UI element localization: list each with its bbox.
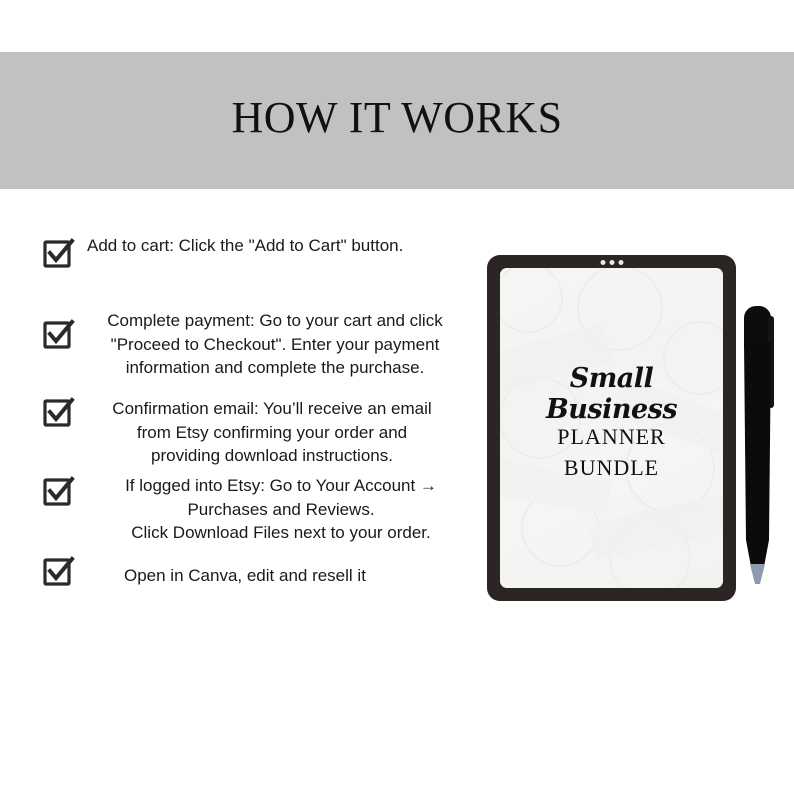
page-title: HOW IT WORKS (231, 93, 563, 142)
cover-title-line-1: PLANNER (557, 424, 666, 449)
cover-title-line-2: BUNDLE (563, 455, 660, 480)
checkbox-checked-icon (43, 237, 73, 267)
step-4-text: If logged into Etsy: Go to Your Account → Purchases and Reviews. Click Download Files next to your order. (125, 476, 437, 542)
step-2-text: Complete payment: Go to your cart and click "Proceed to Checkout". Enter your payment information and complete the purchase. (107, 311, 443, 377)
step-5-text: Open in Canva, edit and resell it (124, 566, 366, 585)
pen-icon (742, 302, 778, 591)
cover-script-title: Small Business (545, 363, 678, 425)
tablet-camera (600, 260, 623, 265)
checkbox-checked-icon (43, 318, 73, 348)
step-1-text: Add to cart: Click the "Add to Cart" button. (87, 236, 404, 255)
tablet-mockup (487, 255, 736, 601)
checkbox-checked-icon (43, 555, 73, 585)
checkbox-checked-icon (43, 396, 73, 426)
tablet-screen (500, 268, 723, 588)
checkbox-checked-icon (43, 475, 73, 505)
step-3-text: Confirmation email: You’ll receive an email from Etsy confirming your order and providing download instructions. (112, 399, 432, 465)
